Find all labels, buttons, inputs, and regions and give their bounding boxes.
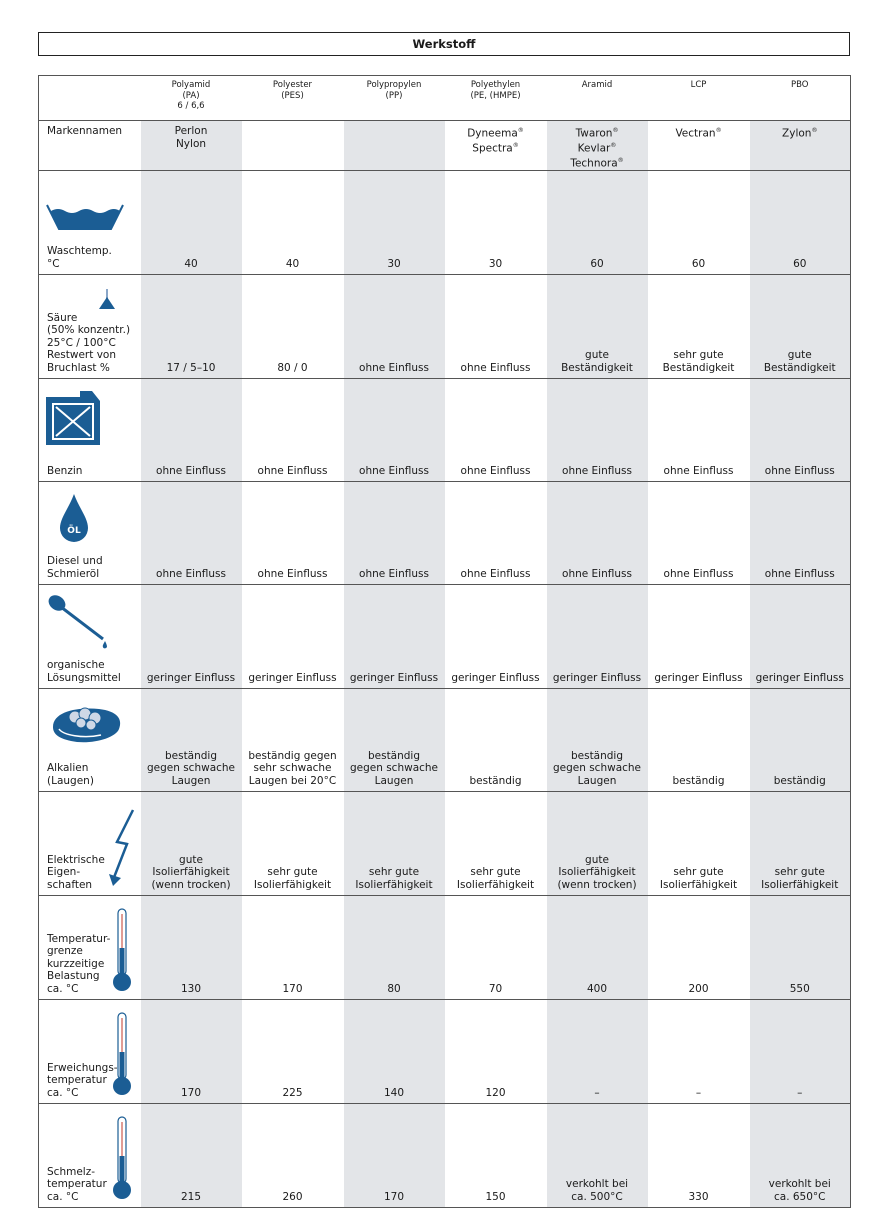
row-label-cell — [39, 379, 141, 482]
value-cell — [547, 689, 648, 792]
cell-line: gegen schwache — [349, 762, 439, 774]
cell-line: 400 — [586, 982, 608, 995]
property-row — [39, 689, 851, 792]
cell-line: (wenn trocken) — [557, 878, 637, 891]
row-label-cell — [39, 1000, 141, 1104]
cell-line: sehr schwache — [253, 762, 332, 774]
column-header — [445, 76, 547, 121]
brand-cell — [141, 121, 242, 171]
cell-line: 215 — [180, 1190, 202, 1203]
column-header — [344, 76, 445, 121]
cell-line: 170 — [383, 1190, 405, 1203]
value-cell — [344, 1000, 445, 1104]
cell-line: Schmieröl — [47, 567, 100, 580]
value-cell — [242, 689, 344, 792]
cell-line: ca. 500°C — [571, 1190, 623, 1203]
cell-line: Waschtemp. — [47, 245, 112, 257]
column-header-line: 6 / 6,6 — [177, 101, 205, 111]
cell-line: geringer Einfluss — [146, 671, 236, 684]
cell-line: Diesel und — [47, 555, 103, 567]
value-cell — [242, 585, 344, 689]
cell-line: 70 — [488, 982, 503, 995]
cell-line: 30 — [488, 257, 503, 270]
value-cell — [750, 482, 851, 585]
row-label — [47, 933, 110, 996]
cell-line: geringer Einfluss — [755, 671, 844, 684]
cell-line: ca. °C — [47, 1190, 79, 1203]
lightning-icon — [107, 808, 137, 892]
row-label-cell — [39, 482, 141, 585]
cell-line: 120 — [485, 1086, 506, 1099]
value-cell — [648, 585, 750, 689]
cell-line: Benzin — [47, 464, 83, 477]
value-cell — [750, 585, 851, 689]
brand-cell — [242, 121, 344, 171]
cell-line: 25°C / 100°C — [47, 336, 116, 349]
value-cell — [445, 379, 547, 482]
cell-line: Schmelz- — [47, 1165, 95, 1178]
cell-line: 40 — [184, 257, 198, 270]
value-cell — [242, 275, 344, 379]
row-label-cell — [39, 171, 141, 275]
cell-line: Isolierfähigkeit — [253, 878, 332, 891]
cell-line: Isolierfähigkeit — [659, 878, 738, 891]
cell-line: 60 — [590, 257, 604, 270]
row-label — [47, 245, 112, 270]
cell-line: Spectra® — [472, 142, 519, 155]
value-cell — [648, 379, 750, 482]
value-cell — [750, 1104, 851, 1208]
column-header-line: Polyamid — [171, 80, 211, 90]
value-cell — [141, 792, 242, 896]
cell-line: gute — [585, 349, 609, 361]
brand-cell — [547, 121, 648, 171]
cell-line: ca. °C — [47, 1086, 79, 1099]
cell-line: 330 — [688, 1190, 709, 1203]
cell-line: gute — [585, 853, 609, 866]
cell-line: 60 — [691, 257, 706, 270]
cell-line: Elektrische — [47, 853, 105, 866]
cell-line: beständig — [672, 774, 725, 787]
value-cell — [547, 896, 648, 1000]
property-row — [39, 896, 851, 1000]
cell-line: 30 — [387, 257, 401, 270]
cell-line: (50% konzentr.) — [47, 324, 131, 336]
property-row — [39, 379, 851, 482]
column-header-line: Polyester — [272, 80, 313, 90]
soap-icon — [49, 701, 125, 751]
cell-line: sehr gute — [267, 866, 318, 878]
column-header-line: Polyethylen — [470, 80, 521, 90]
value-cell — [445, 792, 547, 896]
cell-line: ca. 650°C — [773, 1190, 826, 1203]
value-cell — [242, 896, 344, 1000]
cell-line: beständig gegen — [248, 749, 337, 762]
header-label-cell — [39, 76, 141, 121]
cell-line: 80 — [387, 982, 401, 995]
row-label — [47, 312, 130, 375]
cell-line: Beständigkeit — [561, 361, 633, 374]
value-cell — [547, 585, 648, 689]
row-label — [47, 854, 105, 892]
cell-line: organische — [47, 659, 105, 671]
value-cell — [242, 1000, 344, 1104]
cell-line: gute — [179, 853, 203, 866]
cell-line: Vectran® — [675, 127, 722, 140]
cell-line: Dyneema® — [467, 127, 524, 140]
cell-line: ohne Einfluss — [156, 464, 226, 477]
cell-line: 170 — [180, 1086, 202, 1099]
value-cell — [445, 1104, 547, 1208]
value-cell — [445, 1000, 547, 1104]
property-row — [39, 1104, 851, 1208]
cell-line: Technora® — [570, 157, 624, 170]
cell-line: Beständigkeit — [662, 361, 735, 374]
cell-line: (wenn trocken) — [151, 878, 231, 891]
cell-line: ohne Einfluss — [663, 464, 734, 477]
brand-cell — [648, 121, 750, 171]
cell-line: 80 / 0 — [277, 361, 308, 374]
property-row — [39, 792, 851, 896]
cell-line: Alkalien — [47, 762, 89, 774]
value-cell — [547, 482, 648, 585]
column-header-line: Polypropylen — [366, 80, 422, 90]
brand-cell — [344, 121, 445, 171]
cell-line: – — [594, 1086, 600, 1099]
column-header-line: (PA) — [182, 90, 200, 101]
cell-line: ohne Einfluss — [359, 361, 429, 374]
cell-line: Lösungsmittel — [47, 671, 121, 684]
property-row — [39, 585, 851, 689]
value-cell — [750, 689, 851, 792]
cell-line: kurzzeitige — [47, 957, 105, 970]
cell-line: Beständigkeit — [763, 361, 836, 374]
value-cell — [344, 792, 445, 896]
value-cell — [141, 379, 242, 482]
cell-line: grenze — [47, 945, 83, 957]
value-cell — [648, 1104, 750, 1208]
cell-line: verkohlt bei — [768, 1178, 831, 1190]
cell-line: ohne Einfluss — [460, 567, 531, 580]
value-cell — [344, 896, 445, 1000]
cell-line: 140 — [383, 1086, 405, 1099]
value-cell — [445, 171, 547, 275]
value-cell — [344, 482, 445, 585]
cell-line: Isolierfähigkeit — [456, 878, 535, 891]
cell-line: geringer Einfluss — [451, 671, 540, 684]
property-row — [39, 275, 851, 379]
value-cell — [141, 585, 242, 689]
cell-line: Nylon — [175, 137, 207, 150]
washing-tub-icon — [45, 199, 125, 237]
value-cell — [547, 1104, 648, 1208]
cell-line: beständig — [367, 749, 421, 762]
value-cell — [445, 275, 547, 379]
cell-line: gute — [787, 349, 812, 361]
value-cell — [141, 689, 242, 792]
cell-line: Twaron® — [575, 127, 619, 140]
value-cell — [344, 171, 445, 275]
title-box — [38, 32, 850, 56]
cell-line: geringer Einfluss — [248, 671, 337, 684]
value-cell — [547, 792, 648, 896]
cell-line: Kevlar® — [577, 142, 617, 155]
cell-line: Zylon® — [782, 127, 818, 140]
row-label — [47, 659, 121, 684]
cell-line: ohne Einfluss — [562, 567, 632, 580]
row-label-cell — [39, 1104, 141, 1208]
cell-line: temperatur — [47, 1074, 107, 1086]
cell-line: sehr gute — [470, 866, 521, 878]
cell-line: beständig — [773, 774, 826, 787]
value-cell — [242, 792, 344, 896]
value-cell — [648, 1000, 750, 1104]
column-header-line: PBO — [791, 80, 809, 90]
cell-line: 260 — [282, 1190, 303, 1203]
value-cell — [242, 482, 344, 585]
value-cell — [141, 1104, 242, 1208]
cell-line: Laugen — [374, 774, 414, 787]
cell-line: Temperatur- — [47, 932, 111, 945]
cell-line: °C — [47, 257, 60, 270]
value-cell — [648, 171, 750, 275]
cell-line: Perlon — [174, 125, 208, 137]
column-header — [750, 76, 851, 121]
cell-line: gegen schwache — [146, 762, 236, 774]
row-label-cell — [39, 585, 141, 689]
cell-line: ohne Einfluss — [257, 464, 328, 477]
value-cell — [242, 379, 344, 482]
cell-line: Eigen- — [47, 866, 81, 878]
cell-line: Isolierfähigkeit — [355, 878, 433, 891]
value-cell — [242, 171, 344, 275]
cell-line: – — [695, 1086, 702, 1099]
cell-line: Isolierfähigkeit — [152, 866, 230, 878]
cell-line: gegen schwache — [552, 762, 642, 774]
cell-line: 170 — [282, 982, 303, 995]
value-cell — [750, 275, 851, 379]
cell-line: 17 / 5–10 — [166, 361, 216, 374]
row-label — [47, 465, 82, 478]
row-label — [47, 555, 103, 580]
value-cell — [344, 275, 445, 379]
column-header — [648, 76, 750, 121]
cell-line: 130 — [180, 982, 202, 995]
value-cell — [547, 171, 648, 275]
cell-line: sehr gute — [368, 866, 420, 878]
cell-line: ohne Einfluss — [764, 464, 835, 477]
thermometer-icon — [111, 908, 133, 996]
cell-line: temperatur — [47, 1178, 107, 1190]
row-label-cell — [39, 689, 141, 792]
cell-line: Belastung — [47, 970, 100, 982]
cell-line: ohne Einfluss — [257, 567, 328, 580]
cell-line: schaften — [47, 878, 93, 891]
property-row — [39, 1000, 851, 1104]
row-label: Markennamen — [39, 121, 141, 171]
value-cell — [750, 171, 851, 275]
cell-line: beständig — [164, 749, 218, 762]
cell-line: sehr gute — [774, 866, 825, 878]
cell-line: – — [797, 1086, 803, 1099]
column-header-line: Aramid — [581, 80, 613, 90]
cell-line: geringer Einfluss — [552, 671, 642, 684]
cell-line: Erweichungs- — [47, 1061, 118, 1074]
cell-line: 200 — [688, 982, 709, 995]
oil-drop-icon — [57, 492, 91, 548]
cell-line: ohne Einfluss — [460, 361, 531, 374]
pipette-icon — [45, 593, 115, 653]
value-cell — [648, 896, 750, 1000]
cell-line: 150 — [485, 1190, 506, 1203]
row-label-cell — [39, 275, 141, 379]
property-row — [39, 171, 851, 275]
thermometer-icon — [111, 1116, 133, 1204]
cell-line: Säure — [47, 311, 78, 324]
cell-line: ohne Einfluss — [359, 464, 429, 477]
value-cell — [547, 379, 648, 482]
value-cell — [141, 171, 242, 275]
row-label — [47, 1062, 118, 1100]
cell-line: ohne Einfluss — [359, 567, 429, 580]
brand-row — [39, 121, 851, 171]
value-cell — [344, 689, 445, 792]
cell-line: 550 — [789, 982, 810, 995]
cell-line: sehr gute — [673, 866, 724, 878]
cell-line: ca. °C — [47, 982, 79, 995]
brand-cell — [445, 121, 547, 171]
value-cell — [344, 379, 445, 482]
svg-text:ÖL: ÖL — [67, 526, 81, 536]
value-cell — [344, 585, 445, 689]
value-cell — [750, 1000, 851, 1104]
cell-line: Isolierfähigkeit — [558, 866, 636, 878]
cell-line: beständig — [469, 774, 522, 787]
column-header — [141, 76, 242, 121]
cell-line: ohne Einfluss — [562, 464, 632, 477]
fuel-canister-icon — [44, 389, 104, 451]
cell-line: Laugen bei 20°C — [248, 774, 337, 787]
material-table — [38, 75, 851, 1208]
cell-line: 40 — [285, 257, 300, 270]
column-header — [547, 76, 648, 121]
value-cell — [141, 275, 242, 379]
header-row — [39, 76, 851, 121]
value-cell — [547, 1000, 648, 1104]
cell-line: ohne Einfluss — [663, 567, 734, 580]
value-cell — [547, 275, 648, 379]
value-cell — [344, 1104, 445, 1208]
column-header-line: (PES) — [281, 90, 304, 101]
cell-line: ohne Einfluss — [460, 464, 531, 477]
cell-line: 225 — [282, 1086, 303, 1099]
cell-line: ohne Einfluss — [156, 567, 226, 580]
value-cell — [750, 379, 851, 482]
value-cell — [445, 585, 547, 689]
cell-line: verkohlt bei — [565, 1178, 629, 1190]
cell-line: Laugen — [577, 774, 617, 787]
cell-line: 60 — [793, 257, 807, 270]
cell-line: geringer Einfluss — [349, 671, 439, 684]
value-cell — [242, 1104, 344, 1208]
cell-line: beständig — [570, 749, 624, 762]
column-header-line: LCP — [690, 80, 707, 90]
cell-line: Laugen — [171, 774, 211, 787]
value-cell — [445, 689, 547, 792]
property-row — [39, 482, 851, 585]
cell-line: (Laugen) — [47, 774, 94, 787]
column-header — [242, 76, 344, 121]
cell-line: geringer Einfluss — [654, 671, 743, 684]
value-cell — [750, 792, 851, 896]
cell-line: sehr gute — [673, 349, 724, 361]
cell-line: Bruchlast % — [47, 361, 110, 374]
value-cell — [648, 275, 750, 379]
column-header-line: (PE, (HMPE) — [470, 90, 521, 101]
row-label-cell — [39, 896, 141, 1000]
value-cell — [648, 689, 750, 792]
value-cell — [445, 896, 547, 1000]
column-header-line: (PP) — [385, 90, 403, 101]
value-cell — [141, 482, 242, 585]
cell-line: ohne Einfluss — [764, 567, 835, 580]
table-title: Werkstoff — [412, 37, 476, 51]
value-cell — [141, 1000, 242, 1104]
row-label — [47, 1166, 107, 1204]
row-label-cell — [39, 792, 141, 896]
row-label — [47, 762, 94, 787]
cell-line: Isolierfähigkeit — [761, 878, 839, 891]
brand-cell — [750, 121, 851, 171]
cell-line: Restwert von — [47, 349, 116, 361]
value-cell — [141, 896, 242, 1000]
value-cell — [648, 482, 750, 585]
value-cell — [445, 482, 547, 585]
value-cell — [648, 792, 750, 896]
value-cell — [750, 896, 851, 1000]
